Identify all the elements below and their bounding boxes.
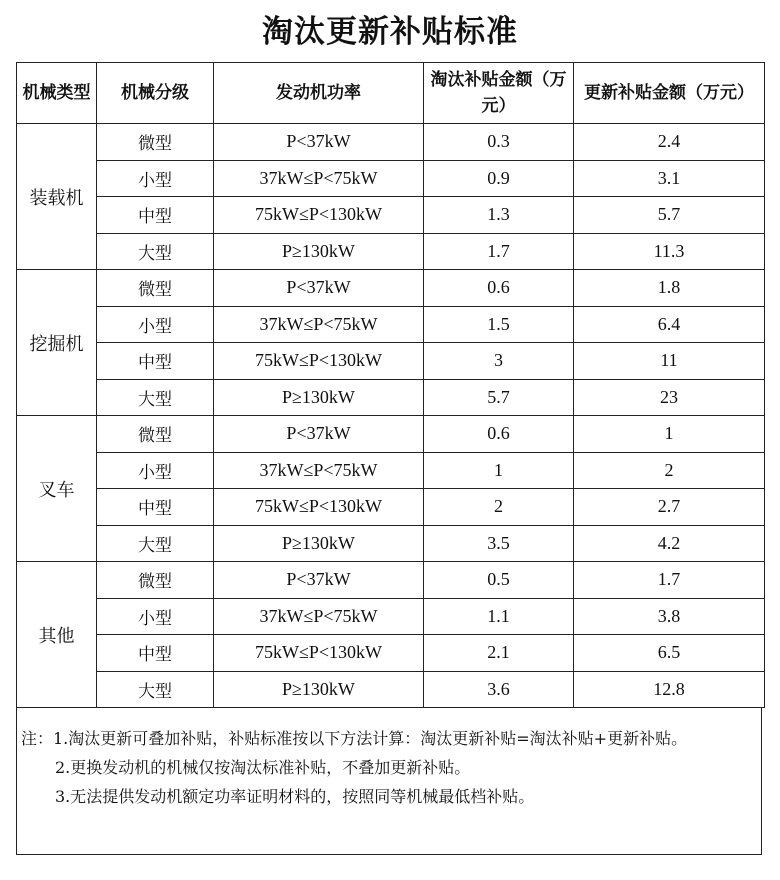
- size-class-cell: 小型: [97, 160, 214, 197]
- engine-power-cell: 75kW≤P<130kW: [214, 343, 424, 380]
- engine-power-cell: 37kW≤P<75kW: [214, 598, 424, 635]
- scrap-subsidy-cell: 2: [424, 489, 574, 526]
- renew-subsidy-cell: 23: [574, 379, 765, 416]
- renew-subsidy-cell: 11.3: [574, 233, 765, 270]
- size-class-cell: 微型: [97, 124, 214, 161]
- scrap-subsidy-cell: 3: [424, 343, 574, 380]
- engine-power-cell: 75kW≤P<130kW: [214, 635, 424, 672]
- scrap-subsidy-cell: 3.6: [424, 671, 574, 708]
- header-engine-power: 发动机功率: [214, 63, 424, 124]
- renew-subsidy-cell: 11: [574, 343, 765, 380]
- scrap-subsidy-cell: 5.7: [424, 379, 574, 416]
- renew-subsidy-cell: 3.8: [574, 598, 765, 635]
- engine-power-cell: 37kW≤P<75kW: [214, 160, 424, 197]
- table-row: [17, 525, 765, 562]
- table-row: [17, 379, 765, 416]
- engine-power-cell: P≥130kW: [214, 379, 424, 416]
- size-class-cell: 中型: [97, 489, 214, 526]
- scrap-subsidy-cell: 1.1: [424, 598, 574, 635]
- engine-power-cell: P<37kW: [214, 270, 424, 307]
- machine-type-cell: 装载机: [17, 124, 97, 270]
- scrap-subsidy-cell: 0.3: [424, 124, 574, 161]
- renew-subsidy-cell: 1.7: [574, 562, 765, 599]
- size-class-cell: 中型: [97, 197, 214, 234]
- table-row: [17, 598, 765, 635]
- engine-power-cell: 37kW≤P<75kW: [214, 452, 424, 489]
- size-class-cell: 大型: [97, 379, 214, 416]
- size-class-cell: 小型: [97, 452, 214, 489]
- renew-subsidy-cell: 6.4: [574, 306, 765, 343]
- renew-subsidy-cell: 1: [574, 416, 765, 453]
- machine-type-cell: 其他: [17, 562, 97, 708]
- renew-subsidy-cell: 3.1: [574, 160, 765, 197]
- renew-subsidy-cell: 2.7: [574, 489, 765, 526]
- size-class-cell: 小型: [97, 306, 214, 343]
- renew-subsidy-cell: 2.4: [574, 124, 765, 161]
- scrap-subsidy-cell: 0.9: [424, 160, 574, 197]
- machine-type-cell: 挖掘机: [17, 270, 97, 416]
- renew-subsidy-cell: 4.2: [574, 525, 765, 562]
- size-class-cell: 微型: [97, 270, 214, 307]
- table-row: [17, 671, 765, 708]
- scrap-subsidy-cell: 0.6: [424, 270, 574, 307]
- engine-power-cell: P<37kW: [214, 562, 424, 599]
- size-class-cell: 大型: [97, 525, 214, 562]
- table-row: [17, 160, 765, 197]
- table-row: [17, 343, 765, 380]
- engine-power-cell: P<37kW: [214, 124, 424, 161]
- table-row: [17, 452, 765, 489]
- renew-subsidy-cell: 12.8: [574, 671, 765, 708]
- subsidy-table: [16, 62, 765, 708]
- scrap-subsidy-cell: 1.3: [424, 197, 574, 234]
- table-row: [17, 233, 765, 270]
- size-class-cell: 大型: [97, 233, 214, 270]
- header-size-class: 机械分级: [97, 63, 214, 124]
- note-1: 注：1.淘汰更新可叠加补贴，补贴标准按以下方法计算：淘汰更新补贴=淘汰补贴+更新补贴。: [21, 729, 688, 748]
- scrap-subsidy-cell: 1: [424, 452, 574, 489]
- scrap-subsidy-cell: 0.6: [424, 416, 574, 453]
- table-row: [17, 270, 765, 307]
- header-scrap-subsidy: 淘汰补贴金额（万元）: [424, 63, 574, 124]
- table-row: [17, 306, 765, 343]
- table-row: [17, 489, 765, 526]
- renew-subsidy-cell: 5.7: [574, 197, 765, 234]
- renew-subsidy-cell: 2: [574, 452, 765, 489]
- note-3: 3.无法提供发动机额定功率证明材料的，按照同等机械最低档补贴。: [55, 787, 535, 806]
- note-2: 2.更换发动机的机械仅按淘汰标准补贴，不叠加更新补贴。: [55, 758, 471, 777]
- table-row: [17, 197, 765, 234]
- engine-power-cell: P<37kW: [214, 416, 424, 453]
- size-class-cell: 大型: [97, 671, 214, 708]
- engine-power-cell: 75kW≤P<130kW: [214, 489, 424, 526]
- size-class-cell: 中型: [97, 635, 214, 672]
- scrap-subsidy-cell: 2.1: [424, 635, 574, 672]
- header-machine-type: 机械类型: [17, 63, 97, 124]
- table-row: [17, 562, 765, 599]
- scrap-subsidy-cell: 3.5: [424, 525, 574, 562]
- engine-power-cell: 75kW≤P<130kW: [214, 197, 424, 234]
- table-row: [17, 416, 765, 453]
- engine-power-cell: 37kW≤P<75kW: [214, 306, 424, 343]
- table-row: [17, 124, 765, 161]
- scrap-subsidy-cell: 1.7: [424, 233, 574, 270]
- engine-power-cell: P≥130kW: [214, 525, 424, 562]
- header-renew-subsidy: 更新补贴金额（万元）: [574, 63, 765, 124]
- scrap-subsidy-cell: 0.5: [424, 562, 574, 599]
- page-title: 淘汰更新补贴标准: [262, 14, 518, 50]
- scrap-subsidy-cell: 1.5: [424, 306, 574, 343]
- size-class-cell: 微型: [97, 562, 214, 599]
- size-class-cell: 中型: [97, 343, 214, 380]
- machine-type-cell: 叉车: [17, 416, 97, 562]
- table-header-row: [17, 63, 765, 124]
- renew-subsidy-cell: 6.5: [574, 635, 765, 672]
- renew-subsidy-cell: 1.8: [574, 270, 765, 307]
- table-body: [17, 124, 765, 708]
- engine-power-cell: P≥130kW: [214, 671, 424, 708]
- size-class-cell: 微型: [97, 416, 214, 453]
- table-row: [17, 635, 765, 672]
- size-class-cell: 小型: [97, 598, 214, 635]
- notes-box: [16, 707, 762, 855]
- engine-power-cell: P≥130kW: [214, 233, 424, 270]
